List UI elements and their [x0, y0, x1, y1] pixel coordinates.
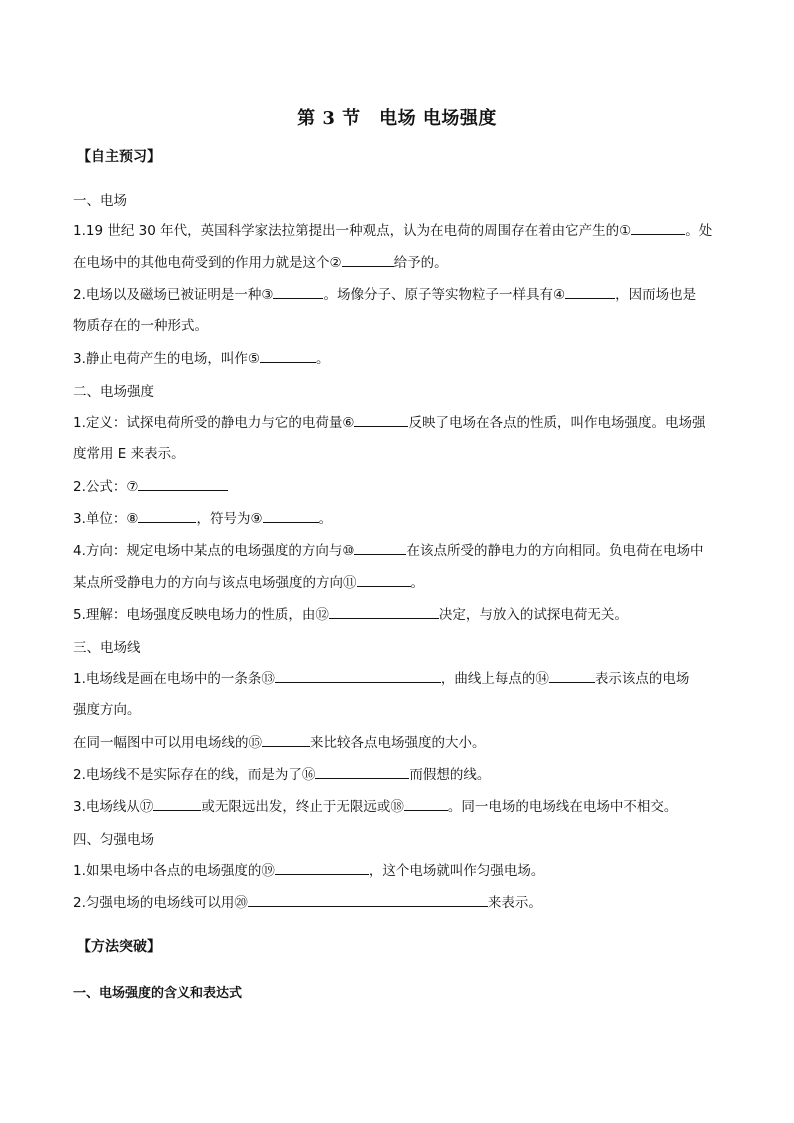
blank-12[interactable]	[329, 604, 439, 619]
p2-line7: 5.理解：电场强度反映电场力的性质，由⑫ 决定，与放入的试探电荷无关。	[73, 604, 628, 625]
p1-line2: 在电场中的其他电荷受到的作用力就是这个② 给予的。	[73, 252, 448, 273]
p3-line3: 在同一幅图中可以用电场线的⑮ 来比较各点电场强度的大小。	[73, 732, 486, 753]
method-subheading: 一、电场强度的含义和表达式	[73, 986, 243, 1001]
page-title: 第 3 节 电场 电场强度	[297, 108, 497, 129]
blank-9[interactable]	[263, 508, 319, 523]
p1-line4: 物质存在的一种形式。	[73, 318, 208, 334]
part4-heading: 四、匀强电场	[73, 832, 154, 848]
blank-1[interactable]	[631, 220, 685, 235]
p3-line1: 1.电场线是画在电场中的一条条⑬ ，曲线上每点的⑭ 表示该点的电场	[73, 668, 689, 689]
p2-line5: 4.方向：规定电场中某点的电场强度的方向与⑩ 在该点所受的静电力的方向相同。负电荷在电场中	[73, 540, 703, 561]
p3-line4: 2.电场线不是实际存在的线，而是为了⑯ 而假想的线。	[73, 764, 490, 785]
part3-heading: 三、电场线	[73, 640, 141, 656]
blank-20[interactable]	[248, 892, 488, 907]
blank-19[interactable]	[275, 860, 369, 875]
blank-3[interactable]	[273, 284, 323, 299]
p1-line3: 2.电场以及磁场已被证明是一种③ 。场像分子、原子等实物粒子一样具有④ ，因而场也是	[73, 284, 696, 305]
blank-14[interactable]	[549, 668, 595, 683]
p2-line1: 1.定义：试探电荷所受的静电力与它的电荷量⑥ 反映了电场在各点的性质，叫作电场强度。电场强	[73, 412, 705, 433]
p3-line2: 强度方向。	[73, 702, 141, 718]
blank-4[interactable]	[565, 284, 615, 299]
p4-line1: 1.如果电场中各点的电场强度的⑲ ，这个电场就叫作匀强电场。	[73, 860, 544, 881]
p2-line6: 某点所受静电力的方向与该点电场强度的方向⑪ 。	[73, 572, 424, 593]
blank-16[interactable]	[315, 764, 409, 779]
blank-8[interactable]	[138, 508, 196, 523]
p1-line1: 1.19 世纪 30 年代，英国科学家法拉第提出一种观点，认为在电荷的周围存在着由它产生的① 。处	[73, 220, 712, 241]
blank-15[interactable]	[262, 732, 310, 747]
part2-heading: 二、电场强度	[73, 384, 154, 400]
p3-line5: 3.电场线从⑰ 或无限远出发，终止于无限远或⑱ 。同一电场的电场线在电场中不相交。	[73, 796, 677, 817]
blank-5[interactable]	[260, 348, 316, 363]
p2-line4: 3.单位：⑧ ，符号为⑨ 。	[73, 508, 332, 529]
blank-10[interactable]	[354, 540, 406, 555]
section-preview: 【自主预习】	[77, 149, 161, 165]
p1-line5: 3.静止电荷产生的电场，叫作⑤ 。	[73, 348, 329, 369]
p2-line3: 2.公式：⑦	[73, 476, 228, 497]
blank-17[interactable]	[153, 796, 201, 811]
section-method: 【方法突破】	[77, 939, 161, 955]
blank-7[interactable]	[138, 476, 228, 491]
blank-13[interactable]	[275, 668, 441, 683]
blank-18[interactable]	[404, 796, 448, 811]
blank-2[interactable]	[342, 252, 394, 267]
p4-line2: 2.匀强电场的电场线可以用⑳ 来表示。	[73, 892, 542, 913]
blank-6[interactable]	[354, 412, 408, 427]
p2-line2: 度常用 E 来表示。	[73, 446, 185, 462]
part1-heading: 一、电场	[73, 193, 127, 209]
blank-11[interactable]	[357, 572, 411, 587]
